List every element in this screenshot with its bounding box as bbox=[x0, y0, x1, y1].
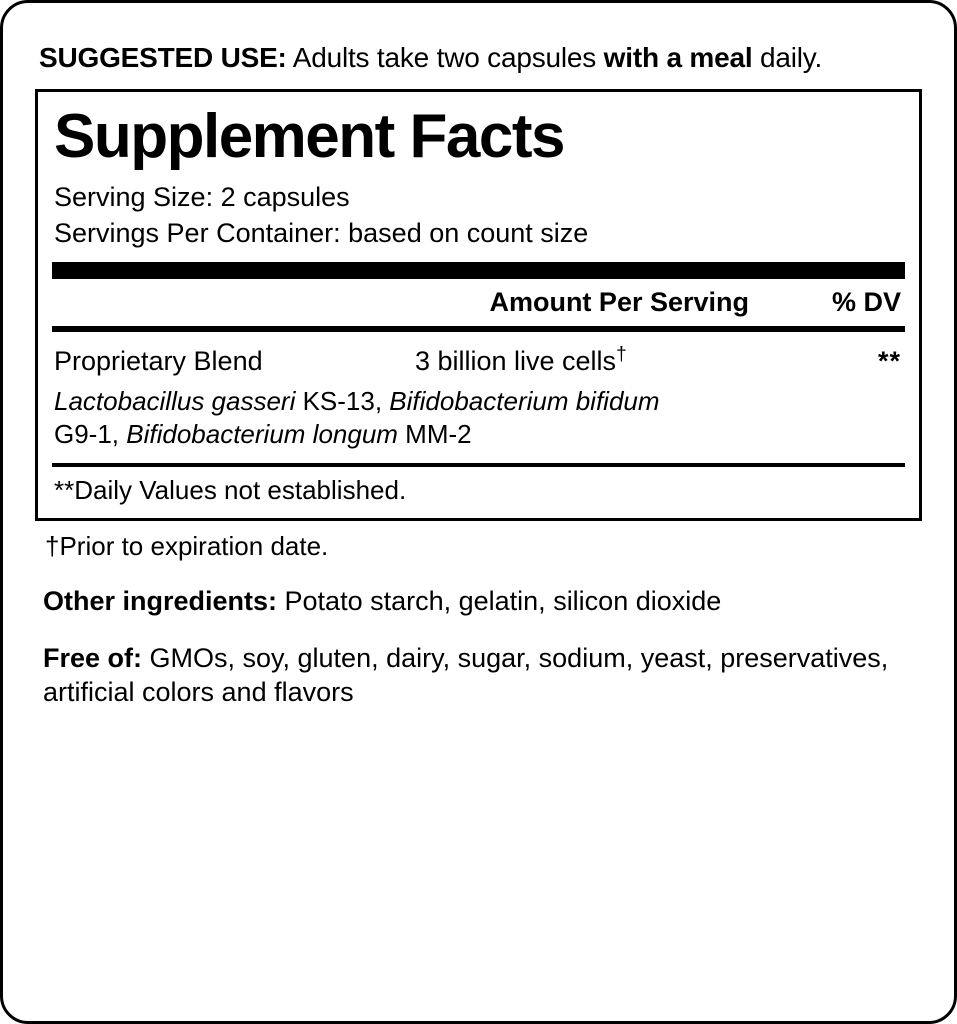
strain-1-genus-species: Lactobacillus gasseri bbox=[54, 385, 296, 416]
facts-table-header bbox=[52, 279, 905, 326]
other-ingredients-value: Potato starch, gelatin, silicon dioxide bbox=[277, 586, 722, 617]
suggested-use-line bbox=[39, 41, 922, 75]
strain-2-code: G9-1, bbox=[54, 418, 127, 449]
expiration-footnote: †Prior to expiration date. bbox=[45, 531, 329, 562]
supplement-facts-title: Supplement Facts bbox=[54, 101, 564, 171]
strain-3-genus-species: Bifidobacterium longum bbox=[126, 418, 398, 449]
free-of bbox=[43, 641, 922, 710]
row-dv: ** bbox=[877, 345, 901, 376]
header-percent-dv: % DV bbox=[831, 286, 901, 317]
suggested-use-text-after: daily. bbox=[752, 42, 823, 73]
strain-list bbox=[54, 385, 903, 452]
divider-thick bbox=[52, 262, 905, 279]
row-amount-dagger: † bbox=[616, 343, 627, 365]
supplement-facts-panel bbox=[35, 89, 922, 522]
table-row bbox=[52, 332, 905, 383]
row-name: Proprietary Blend bbox=[54, 345, 263, 376]
suggested-use-emphasis: with a meal bbox=[603, 42, 753, 73]
strain-1-code: KS-13, bbox=[295, 385, 390, 416]
free-of-value: GMOs, soy, gluten, dairy, sugar, sodium, yeast, preservatives, artificial colors and flavors bbox=[43, 642, 889, 708]
header-amount-per-serving: Amount Per Serving bbox=[489, 286, 749, 317]
strain-2-genus-species: Bifidobacterium bifidum bbox=[389, 385, 660, 416]
row-amount-value: 3 billion live cells bbox=[414, 345, 617, 376]
other-ingredients-label: Other ingredients: bbox=[43, 586, 278, 617]
daily-value-footnote: **Daily Values not established. bbox=[54, 475, 407, 506]
servings-per-container: Servings Per Container: based on count size bbox=[54, 218, 589, 249]
other-ingredients bbox=[43, 584, 922, 619]
free-of-label: Free of: bbox=[43, 642, 143, 673]
suggested-use-label: SUGGESTED USE: bbox=[39, 42, 287, 73]
serving-size: Serving Size: 2 capsules bbox=[54, 181, 350, 212]
suggested-use-text-before: Adults take two capsules bbox=[286, 42, 604, 73]
strain-3-code: MM-2 bbox=[397, 418, 472, 449]
row-amount bbox=[263, 344, 805, 377]
